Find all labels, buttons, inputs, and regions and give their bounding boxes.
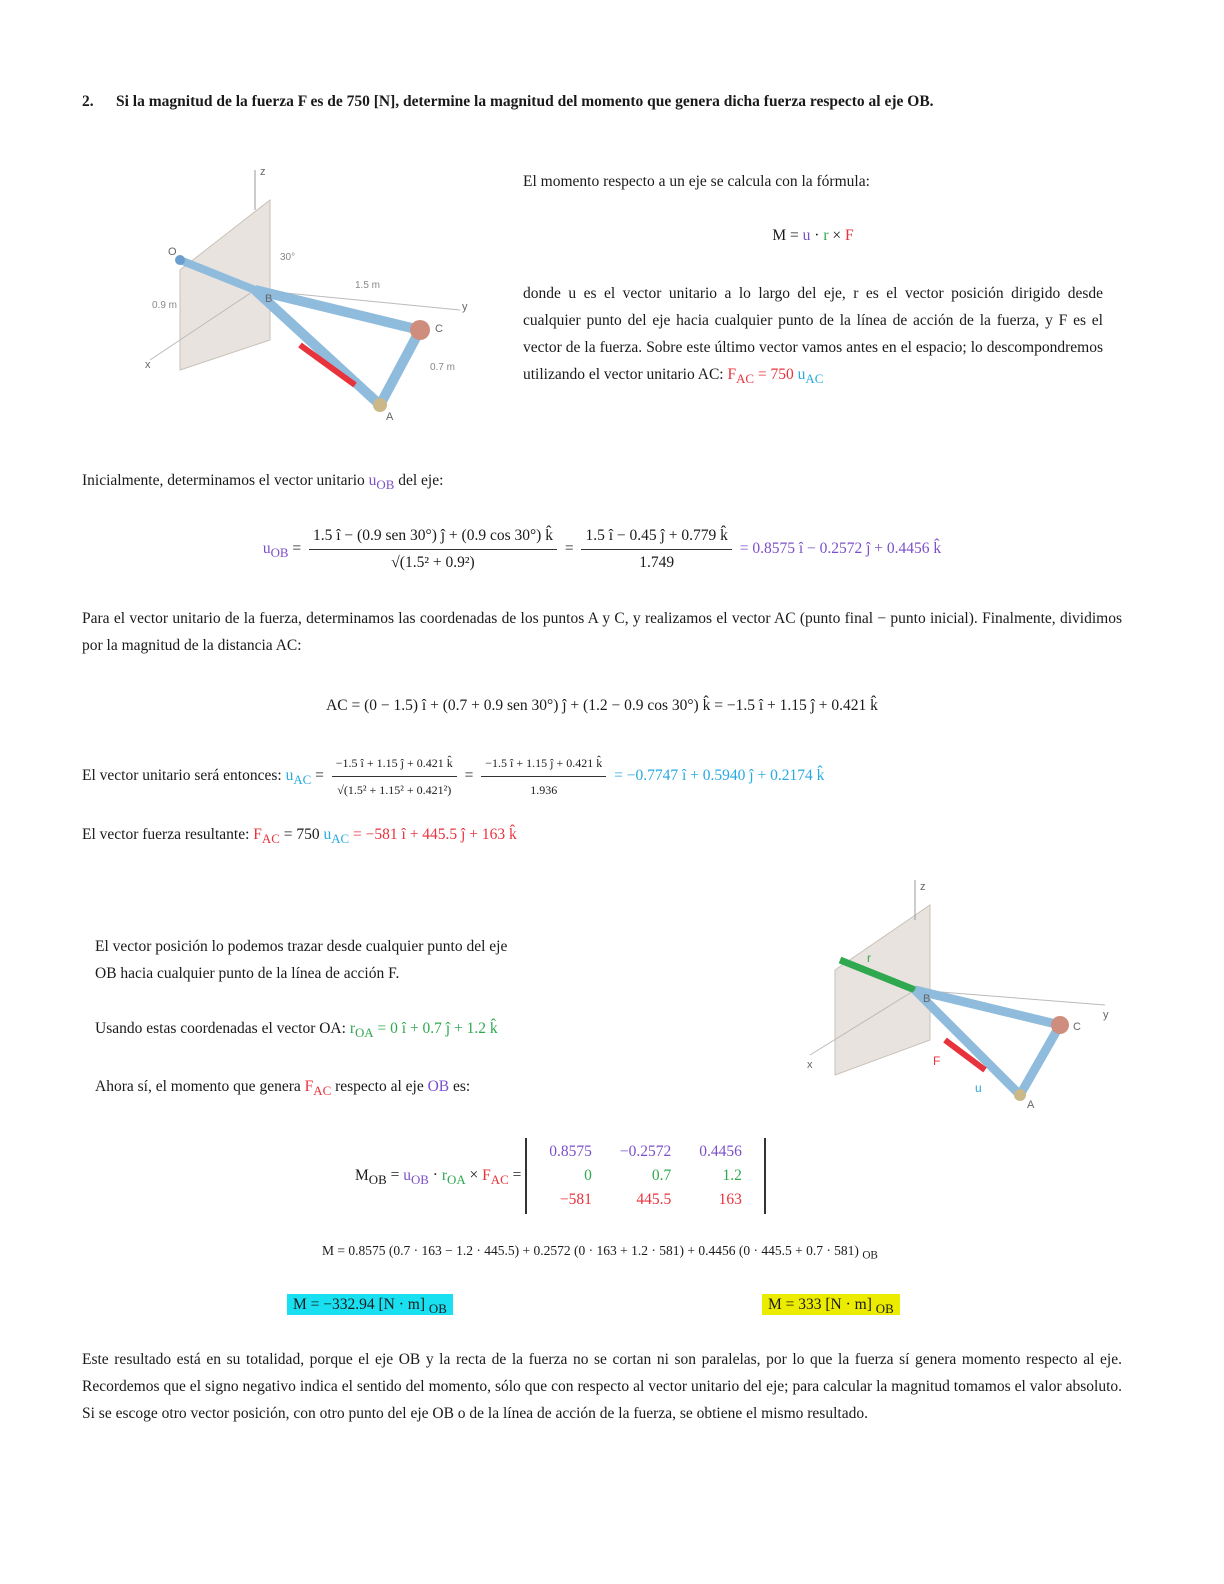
matrix-row-r: 0 0.7 1.2 <box>584 1167 742 1184</box>
trail-formula: $F_{AC} = 750$ <box>727 366 798 387</box>
moment-determinant: $M_{OB} = u_{OB} \cdot r_{OA} \times F_{AC}$ = 0.8575 −0.2572 0.4456 0 0.7 1.2 −581 445.5 163 <box>355 1138 915 1214</box>
step2-text: Para el vector unitario de la fuerza, determinamos las coordenadas de los puntos A y C, y realizamos el vector AC (punto final − punto inicial). Finalmente, dividimos por la magnitud de la distancia AC: <box>82 610 1122 654</box>
label-x: x <box>145 359 151 371</box>
label-a: A <box>386 411 394 423</box>
wall-plate <box>180 200 273 370</box>
label-r-2: r <box>867 951 871 965</box>
label-d3: 0.7 m <box>430 362 456 373</box>
matrix-row-f: −581 445.5 163 <box>559 1191 742 1208</box>
label-a-2: A <box>1027 1099 1035 1110</box>
problem-number: 2. <box>82 93 94 110</box>
label-y: y <box>462 301 468 313</box>
fraction-ac-2: $\frac{-1.5 î + 1.15 ĵ + 0.421 k̂}{1.936}$ <box>481 750 606 803</box>
rod-arm <box>380 330 420 405</box>
label-z-2: z <box>920 881 926 893</box>
moment-formula: M = u · r × F <box>772 227 854 244</box>
figure-1 <box>140 160 480 425</box>
problem-text: Si la magnitud de la fuerza F es de 750 [N], determine la magnitud del momento que genera dicha fuerza respecto al eje OB. <box>116 93 934 110</box>
intro-line: El momento respecto a un eje se calcula con la fórmula: <box>523 173 870 190</box>
problem-statement <box>82 88 1122 115</box>
figure-1-svg <box>140 160 480 425</box>
label-b-2: B <box>923 993 931 1005</box>
rod-arm-2 <box>1020 1025 1060 1095</box>
conclusion-paragraph: Este resultado está en su totalidad, porque el eje OB y la recta de la fuerza no se cortan ni son paralelas, por lo que la fuerza sí genera momento respecto al eje. Recordemos que el signo negativo indica el sentido del momento, sólo que con respecto al vector unitario del eje; para calcular la magnitud tomamos el valor absoluto. Si se escoge otro vector posición, con otro punto del eje OB o de la línea de acción de la fuerza, se obtiene el mismo resultado. <box>82 1351 1122 1422</box>
intro-paragraph: donde u es el vector unitario a lo largo del eje, r es el vector posición dirigido desde cualquier punto del eje hacia cualquier punto de la línea de acción de la fuerza, y F es el vector de la fuerza. Sobre este último vector vamos antes en el espacio; lo descompondremos utilizando el vector unitario AC: $F_{AC} = 750$ $u_{AC}$ <box>523 285 1103 387</box>
answer-magnitude: M = 333 [N · m] $_{OB}$ <box>762 1293 900 1321</box>
position-vector-text: El vector posición lo podemos trazar desde cualquier punto del eje OB hacia cualquier punto de la línea de acción F. <box>95 938 508 982</box>
fraction-ob-1: $\frac{\text{1.5 î − (0.9 sen 30°) ĵ + (0.9 cos 30°) k̂}}{\text{√(1.5² + 0.9²)}}$ <box>309 523 557 576</box>
label-b: B <box>265 293 273 305</box>
label-z: z <box>260 166 266 178</box>
label-f-2: F <box>933 1054 941 1068</box>
point-a-marker-2 <box>1014 1089 1026 1101</box>
label-c: C <box>435 323 443 335</box>
matrix-row-u: 0.8575 −0.2572 0.4456 <box>549 1143 742 1160</box>
label-u-2: u <box>975 1081 982 1095</box>
label-d4: 30° <box>280 252 296 263</box>
determinant-matrix <box>525 1138 766 1214</box>
determinant-expansion: M = 0.8575 (0.7 · 163 − 1.2 · 445.5) + 0.2572 (0 · 163 + 1.2 · 581) + 0.4456 (0 · 445.5 + 0.7 · 581) $_{OB}$ <box>322 1243 878 1262</box>
fraction-ob-2: $\frac{1.5 î - 0.45 ĵ + 0.779 k̂}{1.749}$ <box>581 523 731 576</box>
label-d1: 1.5 m <box>355 280 381 291</box>
label-o: O <box>168 246 177 258</box>
label-x-2: x <box>807 1059 813 1071</box>
unit-vector-ob-equation: $u_{OB}$ = $\frac{\text{1.5 î − (0.9 sen 30°) ĵ + (0.9 cos 30°) k̂}}{\text{√(1.5² + 0.9²)}}$ = $\frac{1.5 î - 0.45 ĵ + 0.779 k̂}{1.749}$ = 0.8575 î − 0.2572 ĵ + 0.4456 k̂ <box>82 523 1122 576</box>
point-c-marker-2 <box>1051 1016 1069 1034</box>
label-d2: 0.9 m <box>152 300 178 311</box>
figure-2-svg <box>805 880 1115 1110</box>
point-a-marker <box>373 398 387 412</box>
step1-text: Inicialmente, determinamos el vector unitario $u_{OB}$ del eje: <box>82 472 444 493</box>
label-c-2: C <box>1073 1021 1081 1033</box>
label-y-2: y <box>1103 1009 1109 1021</box>
force-vector-equation: El vector fuerza resultante: $F_{AC} = 750$ $u_{AC} = -581$ î + 445.5 ĵ + 163 k̂ <box>82 826 517 847</box>
vector-ac-equation: AC = (0 − 1.5) î + (0.7 + 0.9 sen 30°) ĵ + (1.2 − 0.9 cos 30°) k̂ = −1.5 î + 1.15 ĵ + 0.421 k̂ <box>326 697 878 714</box>
point-c-marker <box>410 320 430 340</box>
figure-2 <box>805 880 1115 1110</box>
position-vector-equation: Usando estas coordenadas el vector OA: $r_{OA} = 0$ î + 0.7 ĵ + 1.2 k̂ <box>95 1020 498 1041</box>
unit-vector-ac-equation: El vector unitario será entonces: $u_{AC}$ = $\frac{-1.5 î + 1.15 ĵ + 0.421 k̂}{\text{√(1.5² + 1.15² + 0.421²)}}$ = $\frac{-1.5 î + 1.15 ĵ + 0.421 k̂}{1.936}$ = −0.7747 î + 0.5940 ĵ + 0.2174 k̂ <box>82 750 1122 803</box>
fraction-ac-1: $\frac{-1.5 î + 1.15 ĵ + 0.421 k̂}{\text{√(1.5² + 1.15² + 0.421²)}}$ <box>332 750 457 803</box>
answer-signed: M = −332.94 [N · m] $_{OB}$ <box>287 1293 453 1321</box>
moment-intro-text: Ahora sí, el momento que genera $F_{AC}$ respecto al eje OB es: <box>95 1078 471 1099</box>
